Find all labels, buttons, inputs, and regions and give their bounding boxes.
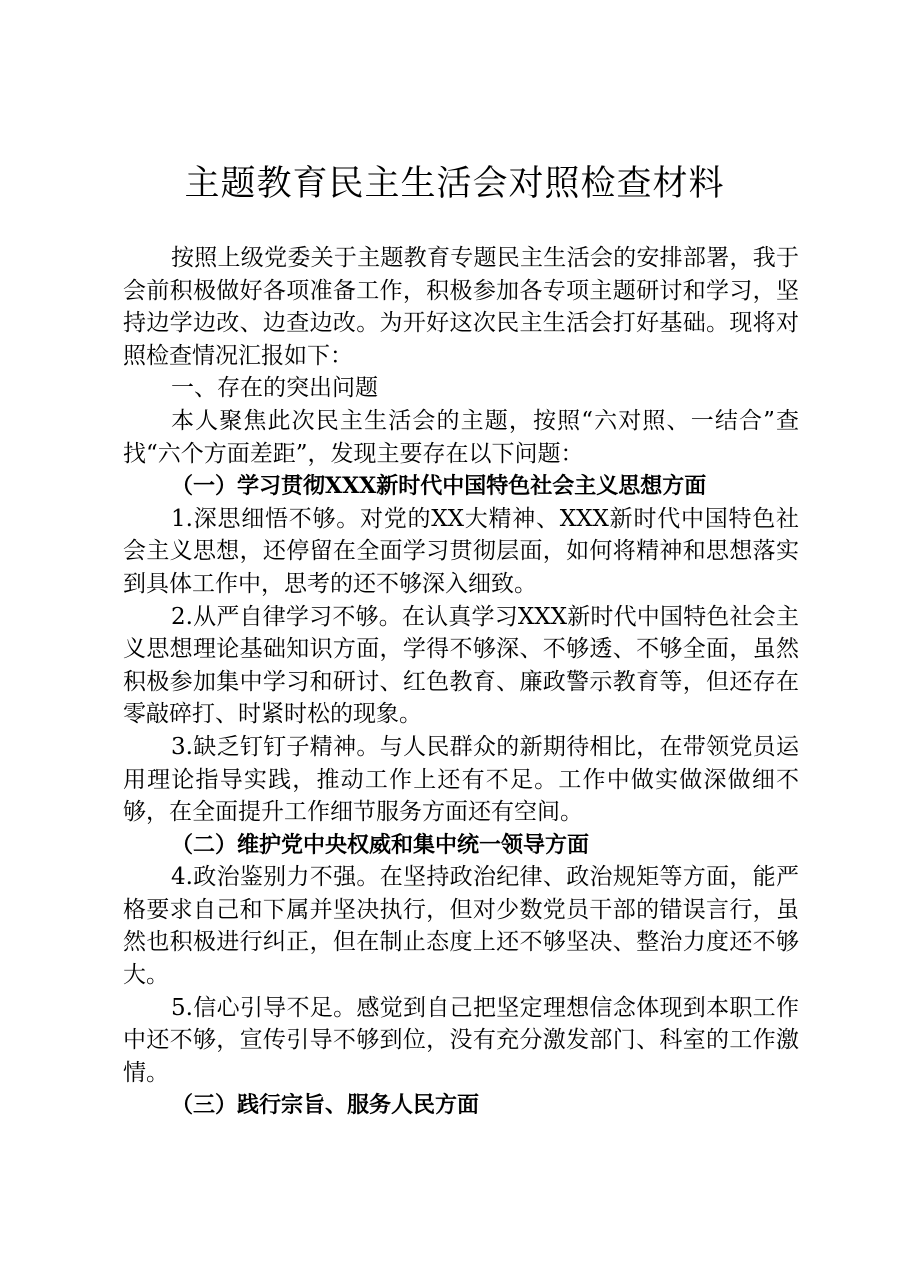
document-body — [123, 242, 799, 1122]
subsection-heading-authority: （二）维护党中央权威和集中统一领导方面 — [171, 831, 590, 858]
intro-paragraph: 按照上级党委关于主题教育专题民主生活会的安排部署，我于会前积极做好各项准备工作，积极参加各专项主题研讨和学习，坚持边学边改、边查边改。为开好这次民主生活会打好基础。现将对照检查情况汇报如下： — [123, 245, 799, 369]
document-title: 主题教育民主生活会对照检查材料 — [184, 164, 725, 204]
list-item-2: 2.从严自律学习不够。在认真学习XXX新时代中国特色社会主义思想理论基础知识方面，学得不够深、不够透、不够全面，虽然积极参加集中学习和研讨、红色教育、廉政警示教育等，但还存在零敲碎打、时紧时松的现象。 — [123, 603, 799, 728]
list-item-1: 1.深思细悟不够。对党的XX大精神、XXX新时代中国特色社会主义思想，还停留在全面学习贯彻层面，如何将精神和思想落实到具体工作中，思考的还不够深入细致。 — [123, 505, 799, 597]
list-item-3: 3.缺乏钉钉子精神。与人民群众的新期待相比，在带领党员运用理论指导实践，推动工作上还有不足。工作中做实做深做细不够，在全面提升工作细节服务方面还有空间。 — [123, 733, 799, 826]
list-item-4: 4.政治鉴别力不强。在坚持政治纪律、政治规矩等方面，能严格要求自己和下属并坚决执行，但对少数党员干部的错误言行，虽然也积极进行纠正，但在制止态度上还不够坚决、整治力度还不够大。 — [123, 864, 799, 989]
subsection-heading-study: （一）学习贯彻XXX新时代中国特色社会主义思想方面 — [171, 473, 707, 500]
problems-intro-paragraph: 本人聚焦此次民主生活会的主题，按照“六对照、一结合”查找“六个方面差距”，发现主要存在以下问题： — [123, 407, 799, 467]
subsection-heading-service: （三）践行宗旨、服务人民方面 — [171, 1092, 480, 1119]
section-heading-problems: 一、存在的突出问题 — [171, 375, 378, 402]
list-item-5: 5.信心引导不足。感觉到自己把坚定理想信念体现到本职工作中还不够，宣传引导不够到位，没有充分激发部门、科室的工作激情。 — [123, 994, 799, 1086]
